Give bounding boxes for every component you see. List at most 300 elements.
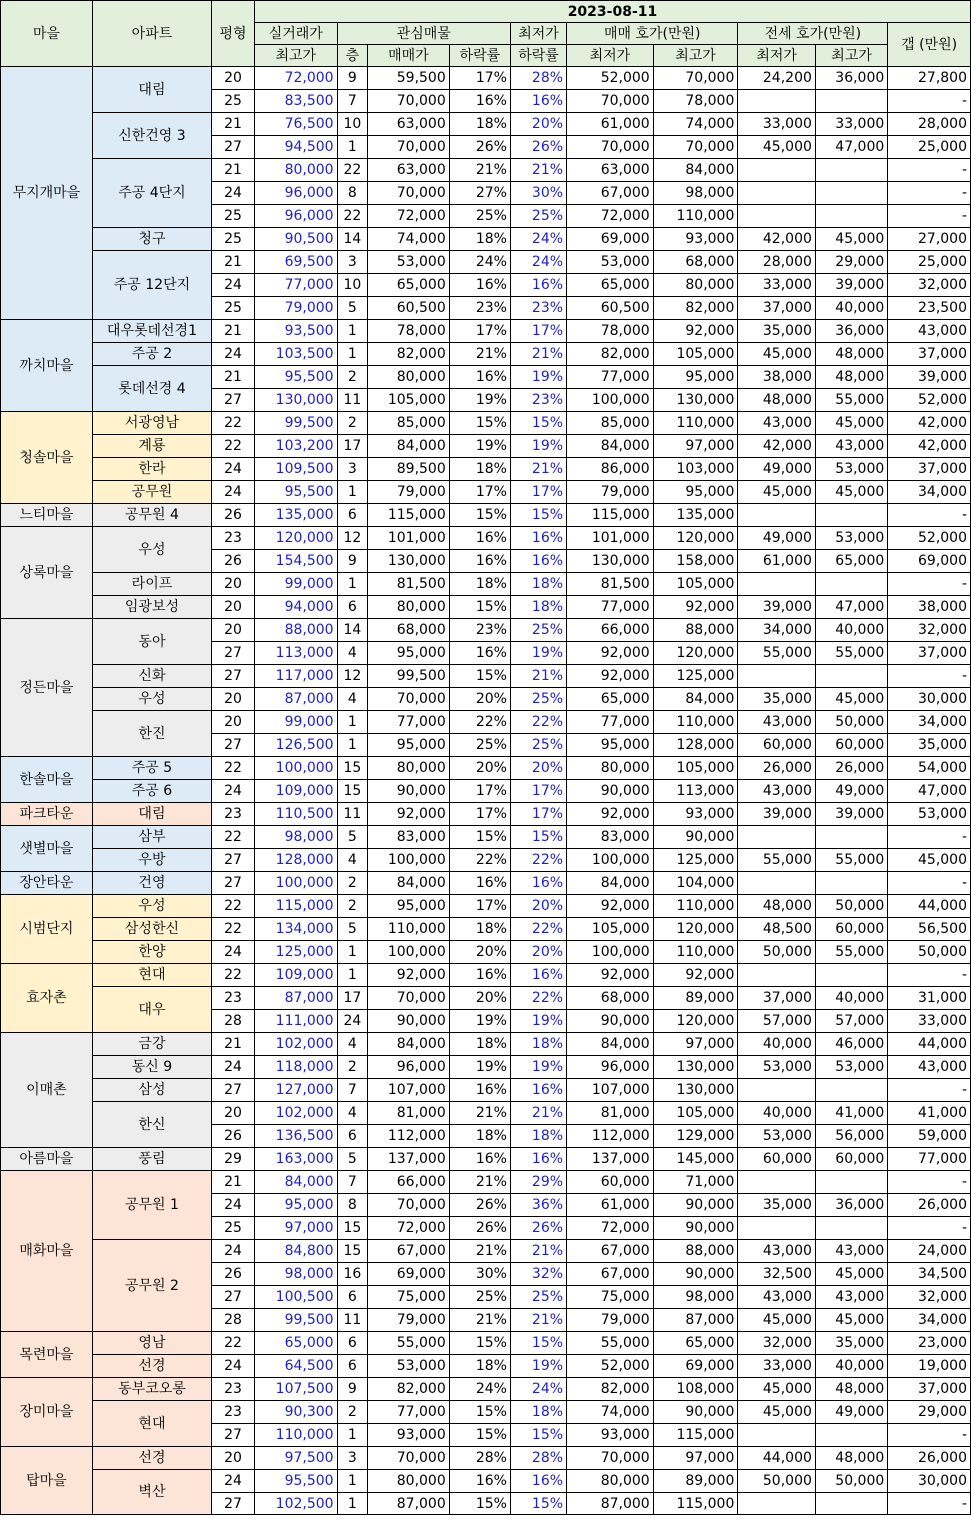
cell-jeonse-max: 33,000 bbox=[815, 113, 887, 136]
cell-jeonse-min: 45,000 bbox=[738, 1401, 816, 1424]
cell-sale-min: 92,000 bbox=[567, 964, 654, 987]
cell-gap: 56,500 bbox=[888, 918, 971, 941]
cell-jeonse-max: 60,000 bbox=[815, 734, 887, 757]
apartment-name: 풍림 bbox=[92, 1148, 211, 1171]
cell-drop-rate: 17% bbox=[449, 481, 510, 504]
cell-gap: - bbox=[888, 205, 971, 228]
cell-jeonse-max bbox=[815, 872, 887, 895]
cell-floor: 5 bbox=[337, 918, 368, 941]
cell-sale-max: 89,000 bbox=[653, 1470, 738, 1493]
cell-pyeong: 21 bbox=[212, 1033, 255, 1056]
cell-pyeong: 20 bbox=[212, 1447, 255, 1470]
cell-sale-max: 70,000 bbox=[653, 136, 738, 159]
cell-drop-rate: 26% bbox=[449, 1194, 510, 1217]
cell-lowest-drop: 29% bbox=[510, 1171, 566, 1194]
cell-drop-rate: 19% bbox=[449, 389, 510, 412]
cell-silgeorae-max: 100,000 bbox=[254, 872, 337, 895]
cell-jeonse-min: 35,000 bbox=[738, 320, 816, 343]
cell-sale-min: 65,000 bbox=[567, 688, 654, 711]
cell-sale-max: 130,000 bbox=[653, 1079, 738, 1102]
cell-gap: - bbox=[888, 504, 971, 527]
cell-jeonse-max: 49,000 bbox=[815, 1401, 887, 1424]
cell-silgeorae-max: 83,500 bbox=[254, 90, 337, 113]
cell-sale-min: 92,000 bbox=[567, 803, 654, 826]
cell-floor: 1 bbox=[337, 711, 368, 734]
cell-jeonse-max: 55,000 bbox=[815, 389, 887, 412]
cell-sale-price: 66,000 bbox=[368, 1171, 450, 1194]
village-name: 탑마을 bbox=[1, 1447, 93, 1515]
apartment-name: 삼부 bbox=[92, 826, 211, 849]
cell-jeonse-min: 40,000 bbox=[738, 1033, 816, 1056]
cell-sale-max: 158,000 bbox=[653, 550, 738, 573]
cell-sale-price: 87,000 bbox=[368, 1493, 450, 1515]
cell-sale-max: 98,000 bbox=[653, 1286, 738, 1309]
cell-sale-price: 130,000 bbox=[368, 550, 450, 573]
cell-lowest-drop: 18% bbox=[510, 573, 566, 596]
cell-lowest-drop: 24% bbox=[510, 251, 566, 274]
cell-sale-price: 74,000 bbox=[368, 228, 450, 251]
cell-jeonse-min: 44,000 bbox=[738, 1447, 816, 1470]
cell-jeonse-max: 55,000 bbox=[815, 941, 887, 964]
apartment-name: 라이프 bbox=[92, 573, 211, 596]
cell-gap: - bbox=[888, 964, 971, 987]
cell-gap: 41,000 bbox=[888, 1102, 971, 1125]
apartment-name: 선경 bbox=[92, 1447, 211, 1470]
cell-silgeorae-max: 99,000 bbox=[254, 711, 337, 734]
cell-lowest-drop: 17% bbox=[510, 320, 566, 343]
cell-drop-rate: 25% bbox=[449, 734, 510, 757]
cell-lowest-drop: 21% bbox=[510, 343, 566, 366]
cell-sale-price: 81,500 bbox=[368, 573, 450, 596]
cell-gap: - bbox=[888, 665, 971, 688]
cell-pyeong: 20 bbox=[212, 619, 255, 642]
cell-sale-price: 70,000 bbox=[368, 1194, 450, 1217]
cell-sale-price: 60,500 bbox=[368, 297, 450, 320]
cell-sale-max: 145,000 bbox=[653, 1148, 738, 1171]
cell-floor: 7 bbox=[337, 90, 368, 113]
header-gap: 갭 (만원) bbox=[888, 23, 971, 67]
cell-jeonse-max: 50,000 bbox=[815, 711, 887, 734]
table-row bbox=[1, 1401, 971, 1424]
cell-sale-max: 80,000 bbox=[653, 274, 738, 297]
cell-drop-rate: 25% bbox=[449, 1286, 510, 1309]
cell-drop-rate: 18% bbox=[449, 1125, 510, 1148]
cell-drop-rate: 19% bbox=[449, 1056, 510, 1079]
cell-sale-max: 89,000 bbox=[653, 987, 738, 1010]
cell-pyeong: 20 bbox=[212, 688, 255, 711]
cell-drop-rate: 16% bbox=[449, 550, 510, 573]
cell-silgeorae-max: 79,000 bbox=[254, 297, 337, 320]
cell-sale-price: 72,000 bbox=[368, 205, 450, 228]
cell-pyeong: 20 bbox=[212, 573, 255, 596]
cell-sale-min: 107,000 bbox=[567, 1079, 654, 1102]
table-header bbox=[1, 1, 971, 67]
cell-floor: 15 bbox=[337, 1217, 368, 1240]
cell-sale-max: 65,000 bbox=[653, 1332, 738, 1355]
cell-sale-max: 82,000 bbox=[653, 297, 738, 320]
cell-sale-max: 103,000 bbox=[653, 458, 738, 481]
cell-floor: 2 bbox=[337, 366, 368, 389]
cell-gap: - bbox=[888, 159, 971, 182]
apartment-name: 대우 bbox=[92, 987, 211, 1033]
cell-sale-max: 90,000 bbox=[653, 1217, 738, 1240]
cell-gap: 37,000 bbox=[888, 458, 971, 481]
cell-silgeorae-max: 99,500 bbox=[254, 1309, 337, 1332]
cell-gap: 37,000 bbox=[888, 642, 971, 665]
cell-jeonse-max: 53,000 bbox=[815, 1056, 887, 1079]
cell-drop-rate: 30% bbox=[449, 1263, 510, 1286]
cell-pyeong: 27 bbox=[212, 872, 255, 895]
cell-jeonse-max bbox=[815, 826, 887, 849]
cell-floor: 8 bbox=[337, 1194, 368, 1217]
cell-drop-rate: 24% bbox=[449, 1378, 510, 1401]
cell-silgeorae-max: 94,000 bbox=[254, 596, 337, 619]
table-row bbox=[1, 1079, 971, 1102]
cell-sale-max: 98,000 bbox=[653, 182, 738, 205]
cell-jeonse-min: 61,000 bbox=[738, 550, 816, 573]
table-row bbox=[1, 987, 971, 1010]
cell-lowest-drop: 19% bbox=[510, 1056, 566, 1079]
cell-floor: 4 bbox=[337, 1033, 368, 1056]
cell-drop-rate: 16% bbox=[449, 1079, 510, 1102]
cell-jeonse-min bbox=[738, 1171, 816, 1194]
table-row bbox=[1, 1171, 971, 1194]
cell-jeonse-max: 40,000 bbox=[815, 297, 887, 320]
cell-drop-rate: 15% bbox=[449, 596, 510, 619]
cell-sale-min: 67,000 bbox=[567, 1263, 654, 1286]
cell-sale-min: 77,000 bbox=[567, 711, 654, 734]
cell-pyeong: 23 bbox=[212, 803, 255, 826]
cell-jeonse-max: 50,000 bbox=[815, 1470, 887, 1493]
cell-jeonse-min: 43,000 bbox=[738, 780, 816, 803]
cell-pyeong: 22 bbox=[212, 757, 255, 780]
cell-jeonse-min: 39,000 bbox=[738, 803, 816, 826]
cell-pyeong: 27 bbox=[212, 665, 255, 688]
cell-jeonse-max: 60,000 bbox=[815, 1148, 887, 1171]
village-name: 상록마을 bbox=[1, 527, 93, 619]
cell-jeonse-max bbox=[815, 573, 887, 596]
cell-floor: 5 bbox=[337, 826, 368, 849]
cell-sale-min: 80,000 bbox=[567, 1470, 654, 1493]
cell-pyeong: 27 bbox=[212, 1493, 255, 1515]
cell-drop-rate: 16% bbox=[449, 1470, 510, 1493]
cell-sale-max: 104,000 bbox=[653, 872, 738, 895]
cell-lowest-drop: 23% bbox=[510, 297, 566, 320]
cell-silgeorae-max: 94,500 bbox=[254, 136, 337, 159]
cell-gap: 27,000 bbox=[888, 228, 971, 251]
cell-sale-min: 60,000 bbox=[567, 1171, 654, 1194]
cell-silgeorae-max: 102,000 bbox=[254, 1033, 337, 1056]
table-row bbox=[1, 1470, 971, 1493]
cell-sale-price: 95,000 bbox=[368, 895, 450, 918]
cell-jeonse-max: 56,000 bbox=[815, 1125, 887, 1148]
table-row bbox=[1, 458, 971, 481]
cell-lowest-drop: 20% bbox=[510, 941, 566, 964]
cell-sale-price: 80,000 bbox=[368, 757, 450, 780]
cell-silgeorae-max: 87,000 bbox=[254, 987, 337, 1010]
apartment-name: 선경 bbox=[92, 1355, 211, 1378]
cell-floor: 5 bbox=[337, 1148, 368, 1171]
cell-gap: 25,000 bbox=[888, 136, 971, 159]
cell-jeonse-max: 36,000 bbox=[815, 67, 887, 90]
cell-floor: 1 bbox=[337, 320, 368, 343]
cell-sale-price: 95,000 bbox=[368, 642, 450, 665]
apartment-name: 계룡 bbox=[92, 435, 211, 458]
cell-jeonse-max: 47,000 bbox=[815, 596, 887, 619]
cell-gap: - bbox=[888, 90, 971, 113]
cell-drop-rate: 16% bbox=[449, 1148, 510, 1171]
cell-sale-price: 105,000 bbox=[368, 389, 450, 412]
cell-silgeorae-max: 99,000 bbox=[254, 573, 337, 596]
cell-silgeorae-max: 125,000 bbox=[254, 941, 337, 964]
apartment-name: 한라 bbox=[92, 458, 211, 481]
cell-silgeorae-max: 69,500 bbox=[254, 251, 337, 274]
cell-pyeong: 22 bbox=[212, 412, 255, 435]
village-name: 느티마을 bbox=[1, 504, 93, 527]
header-floor: 층 bbox=[337, 45, 368, 67]
cell-drop-rate: 16% bbox=[449, 964, 510, 987]
apartment-name: 서광영남 bbox=[92, 412, 211, 435]
village-name: 무지개마을 bbox=[1, 67, 93, 320]
cell-lowest-drop: 21% bbox=[510, 1102, 566, 1125]
header-sale-min: 최저가 bbox=[567, 45, 654, 67]
cell-lowest-drop: 36% bbox=[510, 1194, 566, 1217]
village-name: 이매촌 bbox=[1, 1033, 93, 1148]
cell-drop-rate: 18% bbox=[449, 1033, 510, 1056]
cell-jeonse-max: 45,000 bbox=[815, 228, 887, 251]
cell-sale-max: 90,000 bbox=[653, 1194, 738, 1217]
cell-jeonse-min: 45,000 bbox=[738, 1309, 816, 1332]
table-row bbox=[1, 1033, 971, 1056]
cell-jeonse-min: 43,000 bbox=[738, 1286, 816, 1309]
cell-sale-price: 100,000 bbox=[368, 849, 450, 872]
cell-drop-rate: 15% bbox=[449, 1424, 510, 1447]
apartment-name: 임광보성 bbox=[92, 596, 211, 619]
cell-sale-price: 92,000 bbox=[368, 964, 450, 987]
table-row bbox=[1, 1355, 971, 1378]
cell-sale-price: 83,000 bbox=[368, 826, 450, 849]
table-row bbox=[1, 412, 971, 435]
cell-jeonse-min bbox=[738, 872, 816, 895]
cell-jeonse-max: 49,000 bbox=[815, 780, 887, 803]
table-row bbox=[1, 964, 971, 987]
cell-gap: 44,000 bbox=[888, 895, 971, 918]
cell-floor: 22 bbox=[337, 205, 368, 228]
cell-silgeorae-max: 100,000 bbox=[254, 757, 337, 780]
cell-jeonse-max: 26,000 bbox=[815, 757, 887, 780]
cell-sale-max: 115,000 bbox=[653, 1493, 738, 1515]
cell-sale-price: 79,000 bbox=[368, 1309, 450, 1332]
cell-sale-min: 83,000 bbox=[567, 826, 654, 849]
cell-drop-rate: 20% bbox=[449, 941, 510, 964]
cell-sale-min: 137,000 bbox=[567, 1148, 654, 1171]
cell-drop-rate: 16% bbox=[449, 872, 510, 895]
cell-pyeong: 24 bbox=[212, 1194, 255, 1217]
cell-jeonse-max: 40,000 bbox=[815, 1355, 887, 1378]
apartment-name: 우성 bbox=[92, 688, 211, 711]
cell-jeonse-min: 60,000 bbox=[738, 1148, 816, 1171]
cell-lowest-drop: 24% bbox=[510, 1378, 566, 1401]
cell-silgeorae-max: 90,500 bbox=[254, 228, 337, 251]
cell-sale-max: 105,000 bbox=[653, 573, 738, 596]
cell-gap: 69,000 bbox=[888, 550, 971, 573]
cell-floor: 1 bbox=[337, 1470, 368, 1493]
cell-jeonse-min: 33,000 bbox=[738, 113, 816, 136]
cell-pyeong: 22 bbox=[212, 964, 255, 987]
cell-silgeorae-max: 64,500 bbox=[254, 1355, 337, 1378]
cell-lowest-drop: 16% bbox=[510, 274, 566, 297]
cell-jeonse-max: 48,000 bbox=[815, 343, 887, 366]
table-row bbox=[1, 159, 971, 182]
cell-floor: 7 bbox=[337, 1171, 368, 1194]
cell-floor: 8 bbox=[337, 182, 368, 205]
cell-jeonse-max: 35,000 bbox=[815, 1332, 887, 1355]
cell-silgeorae-max: 109,500 bbox=[254, 458, 337, 481]
cell-lowest-drop: 18% bbox=[510, 1033, 566, 1056]
header-silgeorae: 실거래가 bbox=[254, 23, 337, 45]
cell-silgeorae-max: 120,000 bbox=[254, 527, 337, 550]
table-row bbox=[1, 228, 971, 251]
cell-jeonse-max bbox=[815, 1079, 887, 1102]
cell-sale-max: 95,000 bbox=[653, 366, 738, 389]
cell-jeonse-max: 36,000 bbox=[815, 1194, 887, 1217]
cell-pyeong: 26 bbox=[212, 1263, 255, 1286]
cell-sale-max: 93,000 bbox=[653, 228, 738, 251]
cell-pyeong: 27 bbox=[212, 389, 255, 412]
cell-gap: - bbox=[888, 1079, 971, 1102]
apartment-name: 대림 bbox=[92, 803, 211, 826]
cell-sale-max: 120,000 bbox=[653, 642, 738, 665]
cell-silgeorae-max: 100,500 bbox=[254, 1286, 337, 1309]
cell-floor: 14 bbox=[337, 228, 368, 251]
apartment-name: 주공 12단지 bbox=[92, 251, 211, 320]
cell-sale-price: 95,000 bbox=[368, 734, 450, 757]
cell-drop-rate: 19% bbox=[449, 435, 510, 458]
village-name: 목련마을 bbox=[1, 1332, 93, 1378]
cell-sale-max: 95,000 bbox=[653, 481, 738, 504]
cell-sale-min: 96,000 bbox=[567, 1056, 654, 1079]
cell-gap: 43,000 bbox=[888, 320, 971, 343]
cell-gap: - bbox=[888, 573, 971, 596]
cell-gap: 37,000 bbox=[888, 1378, 971, 1401]
cell-drop-rate: 21% bbox=[449, 343, 510, 366]
cell-drop-rate: 25% bbox=[449, 205, 510, 228]
cell-lowest-drop: 19% bbox=[510, 1010, 566, 1033]
cell-jeonse-min: 45,000 bbox=[738, 343, 816, 366]
cell-silgeorae-max: 103,500 bbox=[254, 343, 337, 366]
village-name: 한솔마을 bbox=[1, 757, 93, 803]
cell-jeonse-max: 39,000 bbox=[815, 274, 887, 297]
apartment-name: 우성 bbox=[92, 895, 211, 918]
cell-drop-rate: 19% bbox=[449, 1010, 510, 1033]
cell-sale-min: 95,000 bbox=[567, 734, 654, 757]
village-name: 효자촌 bbox=[1, 964, 93, 1033]
cell-sale-min: 52,000 bbox=[567, 67, 654, 90]
cell-gap: 47,000 bbox=[888, 780, 971, 803]
cell-pyeong: 20 bbox=[212, 711, 255, 734]
cell-floor: 1 bbox=[337, 1493, 368, 1515]
cell-lowest-drop: 25% bbox=[510, 688, 566, 711]
cell-drop-rate: 20% bbox=[449, 688, 510, 711]
header-lowest-drop: 하락률 bbox=[510, 45, 566, 67]
table-row bbox=[1, 803, 971, 826]
header-jeonse-min: 최저가 bbox=[738, 45, 816, 67]
cell-gap: 44,000 bbox=[888, 1033, 971, 1056]
cell-pyeong: 21 bbox=[212, 1171, 255, 1194]
cell-silgeorae-max: 103,200 bbox=[254, 435, 337, 458]
cell-sale-price: 115,000 bbox=[368, 504, 450, 527]
cell-drop-rate: 21% bbox=[449, 1240, 510, 1263]
cell-sale-max: 88,000 bbox=[653, 1240, 738, 1263]
cell-sale-price: 89,500 bbox=[368, 458, 450, 481]
cell-silgeorae-max: 130,000 bbox=[254, 389, 337, 412]
cell-drop-rate: 17% bbox=[449, 895, 510, 918]
cell-sale-max: 110,000 bbox=[653, 941, 738, 964]
table-row bbox=[1, 895, 971, 918]
cell-sale-min: 68,000 bbox=[567, 987, 654, 1010]
cell-sale-price: 68,000 bbox=[368, 619, 450, 642]
cell-lowest-drop: 22% bbox=[510, 918, 566, 941]
cell-sale-min: 81,000 bbox=[567, 1102, 654, 1125]
cell-drop-rate: 17% bbox=[449, 780, 510, 803]
cell-sale-price: 77,000 bbox=[368, 711, 450, 734]
cell-sale-price: 59,500 bbox=[368, 67, 450, 90]
cell-jeonse-min: 53,000 bbox=[738, 1125, 816, 1148]
cell-pyeong: 24 bbox=[212, 780, 255, 803]
cell-jeonse-min: 43,000 bbox=[738, 711, 816, 734]
cell-sale-price: 99,500 bbox=[368, 665, 450, 688]
cell-sale-price: 85,000 bbox=[368, 412, 450, 435]
cell-lowest-drop: 20% bbox=[510, 895, 566, 918]
cell-drop-rate: 27% bbox=[449, 182, 510, 205]
cell-gap: 34,000 bbox=[888, 481, 971, 504]
apartment-name: 우방 bbox=[92, 849, 211, 872]
table-row bbox=[1, 1447, 971, 1470]
header-drop-rate: 하락률 bbox=[449, 45, 510, 67]
cell-floor: 6 bbox=[337, 504, 368, 527]
cell-pyeong: 22 bbox=[212, 918, 255, 941]
table-row bbox=[1, 1378, 971, 1401]
apartment-name: 한신 bbox=[92, 1102, 211, 1148]
cell-sale-min: 112,000 bbox=[567, 1125, 654, 1148]
cell-sale-max: 78,000 bbox=[653, 90, 738, 113]
cell-sale-price: 92,000 bbox=[368, 803, 450, 826]
apartment-name: 한진 bbox=[92, 711, 211, 757]
cell-lowest-drop: 32% bbox=[510, 1263, 566, 1286]
table-body bbox=[1, 67, 971, 1515]
cell-jeonse-max bbox=[815, 1171, 887, 1194]
cell-pyeong: 21 bbox=[212, 366, 255, 389]
cell-jeonse-max bbox=[815, 964, 887, 987]
cell-jeonse-max: 60,000 bbox=[815, 918, 887, 941]
cell-lowest-drop: 16% bbox=[510, 1470, 566, 1493]
cell-sale-max: 120,000 bbox=[653, 527, 738, 550]
cell-gap: - bbox=[888, 182, 971, 205]
cell-pyeong: 21 bbox=[212, 113, 255, 136]
cell-drop-rate: 15% bbox=[449, 504, 510, 527]
cell-drop-rate: 20% bbox=[449, 987, 510, 1010]
apartment-name: 영남 bbox=[92, 1332, 211, 1355]
cell-lowest-drop: 25% bbox=[510, 205, 566, 228]
table-row bbox=[1, 366, 971, 389]
table-row bbox=[1, 826, 971, 849]
cell-jeonse-max bbox=[815, 504, 887, 527]
cell-lowest-drop: 22% bbox=[510, 849, 566, 872]
cell-sale-price: 69,000 bbox=[368, 1263, 450, 1286]
cell-lowest-drop: 26% bbox=[510, 136, 566, 159]
cell-pyeong: 23 bbox=[212, 987, 255, 1010]
cell-sale-price: 82,000 bbox=[368, 1378, 450, 1401]
